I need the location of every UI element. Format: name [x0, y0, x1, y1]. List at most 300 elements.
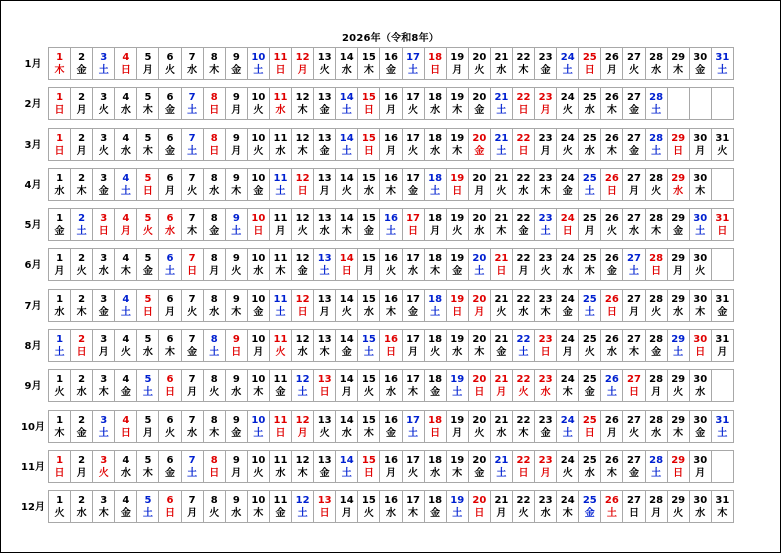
day-cell — [469, 411, 491, 443]
weekday-label: 日 — [518, 105, 529, 117]
day-number: 27 — [627, 374, 641, 386]
day-number: 18 — [428, 414, 443, 426]
day-number: 4 — [122, 92, 130, 104]
day-number: 13 — [317, 172, 332, 184]
weekday-label: 木 — [363, 427, 374, 439]
weekday-label: 土 — [319, 266, 330, 278]
day-number: 8 — [210, 414, 218, 426]
day-cell — [204, 169, 226, 201]
weekday-label: 木 — [540, 306, 551, 318]
weekday-label: 火 — [165, 427, 176, 439]
day-number: 16 — [383, 374, 398, 386]
day-cell — [71, 290, 93, 322]
day-number: 27 — [627, 253, 641, 265]
day-cell — [668, 491, 690, 523]
day-cell — [226, 129, 248, 161]
day-number: 19 — [450, 213, 465, 225]
day-number: 31 — [715, 414, 730, 426]
weekday-label: 木 — [98, 387, 109, 399]
weekday-label: 土 — [562, 65, 573, 76]
month-row — [19, 208, 763, 248]
weekday-label: 日 — [584, 65, 595, 76]
weekday-label: 水 — [540, 387, 551, 399]
weekday-label: 木 — [673, 65, 684, 76]
day-cell — [535, 209, 557, 241]
weekday-label: 火 — [717, 145, 728, 157]
weekday-label: 金 — [408, 185, 419, 197]
day-number: 7 — [188, 172, 196, 184]
day-number: 30 — [693, 495, 708, 507]
day-cell — [71, 491, 93, 523]
weekday-label: 火 — [98, 145, 109, 157]
day-number: 18 — [428, 213, 443, 225]
day-number: 28 — [649, 414, 664, 426]
weekday-label: 金 — [319, 145, 330, 157]
day-number: 25 — [582, 132, 597, 144]
day-number: 16 — [383, 172, 398, 184]
day-cell — [491, 411, 513, 443]
weekday-label: 日 — [253, 226, 264, 238]
day-number: 1 — [56, 293, 64, 305]
day-number: 9 — [232, 253, 240, 265]
month-days — [48, 248, 734, 281]
day-number: 22 — [516, 414, 531, 426]
weekday-label: 月 — [142, 427, 153, 439]
day-cell — [292, 451, 314, 483]
day-cell — [380, 290, 402, 322]
weekday-label: 月 — [628, 306, 639, 318]
weekday-label: 金 — [562, 306, 573, 318]
day-number: 25 — [582, 92, 597, 104]
day-cell — [557, 491, 579, 523]
weekday-label: 月 — [496, 508, 507, 520]
day-number: 11 — [273, 293, 288, 305]
day-cell — [579, 411, 601, 443]
day-cell — [182, 169, 204, 201]
weekday-label: 月 — [673, 266, 684, 278]
day-cell — [403, 88, 425, 120]
day-number: 6 — [166, 334, 174, 346]
month-days — [48, 208, 734, 241]
day-cell — [226, 370, 248, 402]
weekday-label: 水 — [319, 226, 330, 238]
day-cell — [226, 48, 248, 80]
weekday-label: 月 — [695, 467, 706, 479]
day-number: 3 — [100, 374, 108, 386]
day-cell — [447, 129, 469, 161]
day-cell — [358, 169, 380, 201]
day-number: 23 — [538, 334, 553, 346]
weekday-label: 木 — [474, 347, 485, 359]
weekday-label: 月 — [408, 347, 419, 359]
day-number: 28 — [649, 253, 664, 265]
day-number: 12 — [295, 213, 310, 225]
weekday-label: 火 — [98, 105, 109, 117]
day-number: 8 — [210, 132, 218, 144]
day-cell — [71, 451, 93, 483]
day-number: 11 — [273, 132, 288, 144]
day-cell — [248, 290, 270, 322]
day-number: 22 — [516, 172, 531, 184]
day-number: 10 — [251, 414, 266, 426]
day-cell — [292, 290, 314, 322]
weekday-label: 土 — [651, 145, 662, 157]
weekday-label: 金 — [651, 347, 662, 359]
day-cell — [403, 129, 425, 161]
day-cell — [159, 88, 181, 120]
weekday-label: 木 — [142, 467, 153, 479]
month-row — [19, 490, 763, 530]
day-cell — [535, 249, 557, 281]
day-number: 29 — [671, 52, 686, 63]
weekday-label: 月 — [165, 185, 176, 197]
weekday-label: 土 — [231, 226, 242, 238]
day-cell — [71, 48, 93, 80]
day-number: 28 — [649, 52, 664, 63]
weekday-label: 月 — [120, 226, 131, 238]
day-cell — [579, 290, 601, 322]
day-cell — [159, 451, 181, 483]
day-cell — [469, 129, 491, 161]
day-cell — [336, 88, 358, 120]
day-cell — [403, 370, 425, 402]
day-number: 20 — [472, 293, 487, 305]
weekday-label: 木 — [518, 427, 529, 439]
day-cell — [579, 169, 601, 201]
day-cell — [513, 129, 535, 161]
day-cell — [137, 169, 159, 201]
day-number: 13 — [317, 213, 332, 225]
day-number: 5 — [144, 454, 152, 466]
day-cell — [270, 48, 292, 80]
day-cell — [623, 411, 645, 443]
weekday-label: 月 — [474, 185, 485, 197]
day-cell — [380, 330, 402, 362]
weekday-label: 月 — [651, 387, 662, 399]
day-cell — [292, 169, 314, 201]
weekday-label: 土 — [363, 347, 374, 359]
day-cell — [292, 48, 314, 80]
day-number: 19 — [450, 334, 465, 346]
day-cell — [646, 169, 668, 201]
day-cell — [49, 290, 71, 322]
day-number: 8 — [210, 213, 218, 225]
weekday-label: 日 — [408, 226, 419, 238]
day-number: 10 — [251, 253, 266, 265]
empty-cell — [668, 88, 690, 120]
day-cell — [447, 491, 469, 523]
day-number: 18 — [428, 92, 443, 104]
weekday-label: 月 — [540, 145, 551, 157]
calendar-grid — [19, 47, 763, 531]
day-number: 29 — [671, 334, 686, 346]
day-number: 13 — [317, 374, 332, 386]
day-number: 1 — [56, 132, 64, 144]
weekday-label: 日 — [518, 145, 529, 157]
weekday-label: 月 — [98, 347, 109, 359]
weekday-label: 土 — [54, 347, 65, 359]
weekday-label: 火 — [341, 306, 352, 318]
day-cell — [403, 330, 425, 362]
day-cell — [491, 249, 513, 281]
weekday-label: 水 — [275, 105, 286, 117]
day-cell — [579, 330, 601, 362]
weekday-label: 木 — [452, 145, 463, 157]
day-number: 20 — [472, 172, 487, 184]
weekday-label: 火 — [363, 508, 374, 520]
day-cell — [491, 370, 513, 402]
weekday-label: 水 — [142, 347, 153, 359]
weekday-label: 金 — [496, 347, 507, 359]
weekday-label: 水 — [253, 266, 264, 278]
weekday-label: 土 — [474, 266, 485, 278]
day-cell — [248, 209, 270, 241]
weekday-label: 日 — [606, 185, 617, 197]
day-number: 1 — [56, 172, 64, 184]
weekday-label: 月 — [606, 65, 617, 76]
day-number: 24 — [560, 172, 575, 184]
day-cell — [557, 249, 579, 281]
day-number: 7 — [188, 495, 196, 507]
day-number: 28 — [649, 132, 664, 144]
weekday-label: 水 — [673, 306, 684, 318]
weekday-label: 木 — [98, 508, 109, 520]
day-cell — [93, 209, 115, 241]
weekday-label: 日 — [54, 105, 65, 117]
day-cell — [646, 330, 668, 362]
day-number: 4 — [122, 132, 130, 144]
day-number: 8 — [210, 52, 218, 63]
day-number: 7 — [188, 213, 196, 225]
day-cell — [93, 48, 115, 80]
day-cell — [447, 451, 469, 483]
weekday-label: 火 — [98, 467, 109, 479]
weekday-label: 金 — [319, 467, 330, 479]
day-number: 24 — [560, 92, 575, 104]
day-number: 5 — [144, 414, 152, 426]
day-cell — [403, 491, 425, 523]
weekday-label: 日 — [120, 427, 131, 439]
weekday-label: 土 — [275, 185, 286, 197]
day-number: 22 — [516, 334, 531, 346]
day-cell — [358, 129, 380, 161]
day-number: 25 — [582, 253, 597, 265]
day-number: 9 — [232, 213, 240, 225]
day-number: 22 — [516, 374, 531, 386]
day-cell — [513, 451, 535, 483]
weekday-label: 土 — [496, 105, 507, 117]
weekday-label: 水 — [628, 226, 639, 238]
month-label: 5月 — [24, 220, 42, 232]
day-number: 24 — [560, 293, 575, 305]
weekday-label: 火 — [297, 226, 308, 238]
day-number: 14 — [339, 293, 354, 305]
weekday-label: 火 — [76, 266, 87, 278]
day-number: 17 — [406, 374, 420, 386]
day-number: 12 — [295, 92, 310, 104]
day-cell — [712, 48, 734, 80]
weekday-label: 木 — [695, 185, 706, 197]
day-number: 14 — [339, 374, 354, 386]
weekday-label: 月 — [253, 347, 264, 359]
day-cell — [491, 209, 513, 241]
day-cell — [513, 370, 535, 402]
day-number: 8 — [210, 293, 218, 305]
day-cell — [623, 88, 645, 120]
day-number: 13 — [317, 414, 332, 426]
day-cell — [425, 411, 447, 443]
day-number: 21 — [494, 132, 509, 144]
day-number: 1 — [56, 414, 64, 426]
day-number: 17 — [406, 454, 420, 466]
weekday-label: 火 — [651, 185, 662, 197]
weekday-label: 金 — [628, 105, 639, 117]
weekday-label: 金 — [231, 427, 242, 439]
day-cell — [712, 290, 734, 322]
day-cell — [336, 249, 358, 281]
weekday-label: 金 — [165, 105, 176, 117]
day-cell — [336, 491, 358, 523]
day-number: 3 — [100, 454, 108, 466]
weekday-label: 火 — [54, 387, 65, 399]
day-cell — [447, 48, 469, 80]
weekday-label: 土 — [165, 266, 176, 278]
day-cell — [601, 249, 623, 281]
weekday-label: 金 — [518, 226, 529, 238]
day-cell — [623, 48, 645, 80]
day-cell — [358, 491, 380, 523]
weekday-label: 日 — [474, 387, 485, 399]
day-cell — [447, 411, 469, 443]
weekday-label: 土 — [695, 226, 706, 238]
weekday-label: 水 — [430, 467, 441, 479]
day-cell — [668, 249, 690, 281]
day-cell — [646, 88, 668, 120]
day-number: 1 — [56, 495, 64, 507]
day-cell — [513, 411, 535, 443]
day-number: 9 — [232, 172, 240, 184]
month-days — [48, 128, 734, 161]
day-number: 5 — [144, 92, 152, 104]
day-cell — [601, 491, 623, 523]
day-number: 15 — [361, 253, 376, 265]
day-number: 19 — [450, 454, 465, 466]
weekday-label: 月 — [231, 105, 242, 117]
day-cell — [358, 370, 380, 402]
weekday-label: 月 — [54, 266, 65, 278]
day-number: 19 — [450, 374, 465, 386]
weekday-label: 火 — [408, 145, 419, 157]
day-cell — [668, 411, 690, 443]
weekday-label: 木 — [120, 266, 131, 278]
day-cell — [314, 88, 336, 120]
day-cell — [292, 88, 314, 120]
weekday-label: 木 — [363, 65, 374, 76]
day-cell — [182, 88, 204, 120]
day-number: 22 — [516, 495, 531, 507]
day-number: 16 — [383, 495, 398, 507]
day-number: 25 — [582, 52, 597, 63]
day-number: 26 — [604, 172, 619, 184]
weekday-label: 水 — [584, 105, 595, 117]
weekday-label: 日 — [142, 306, 153, 318]
day-cell — [115, 209, 137, 241]
weekday-label: 日 — [430, 65, 441, 76]
weekday-label: 火 — [54, 508, 65, 520]
day-number: 15 — [361, 454, 376, 466]
day-number: 30 — [693, 253, 708, 265]
weekday-label: 日 — [187, 266, 198, 278]
day-cell — [270, 411, 292, 443]
weekday-label: 木 — [297, 105, 308, 117]
weekday-label: 土 — [452, 508, 463, 520]
weekday-label: 金 — [540, 427, 551, 439]
weekday-label: 月 — [76, 105, 87, 117]
weekday-label: 火 — [253, 145, 264, 157]
day-cell — [248, 129, 270, 161]
day-cell — [535, 491, 557, 523]
weekday-label: 火 — [341, 185, 352, 197]
month-row — [19, 410, 763, 450]
month-row — [19, 47, 763, 87]
weekday-label: 火 — [430, 347, 441, 359]
day-cell — [690, 411, 712, 443]
weekday-label: 水 — [496, 65, 507, 76]
weekday-label: 火 — [231, 266, 242, 278]
day-cell — [601, 169, 623, 201]
weekday-label: 月 — [584, 226, 595, 238]
day-number: 8 — [210, 334, 218, 346]
day-cell — [204, 249, 226, 281]
weekday-label: 水 — [562, 266, 573, 278]
day-cell — [513, 88, 535, 120]
day-number: 12 — [295, 293, 310, 305]
weekday-label: 月 — [540, 105, 551, 117]
day-cell — [690, 451, 712, 483]
day-cell — [601, 330, 623, 362]
day-cell — [646, 451, 668, 483]
weekday-label: 火 — [518, 387, 529, 399]
weekday-label: 日 — [165, 508, 176, 520]
day-number: 23 — [538, 172, 553, 184]
day-cell — [690, 48, 712, 80]
weekday-label: 日 — [231, 347, 242, 359]
day-cell — [646, 411, 668, 443]
day-number: 13 — [317, 454, 332, 466]
weekday-label: 土 — [452, 387, 463, 399]
weekday-label: 月 — [187, 508, 198, 520]
day-cell — [115, 249, 137, 281]
day-number: 23 — [538, 213, 553, 225]
day-number: 11 — [273, 52, 288, 63]
weekday-label: 火 — [540, 266, 551, 278]
weekday-label: 金 — [120, 387, 131, 399]
day-number: 8 — [210, 495, 218, 507]
weekday-label: 金 — [562, 185, 573, 197]
weekday-label: 金 — [165, 145, 176, 157]
day-number: 30 — [693, 172, 708, 184]
day-number: 31 — [715, 293, 730, 305]
day-cell — [270, 330, 292, 362]
day-number: 17 — [406, 253, 420, 265]
day-number: 5 — [144, 253, 152, 265]
day-number: 27 — [627, 495, 641, 507]
weekday-label: 火 — [606, 226, 617, 238]
day-number: 29 — [671, 495, 686, 507]
day-number: 16 — [383, 334, 398, 346]
weekday-label: 日 — [363, 105, 374, 117]
day-cell — [380, 370, 402, 402]
